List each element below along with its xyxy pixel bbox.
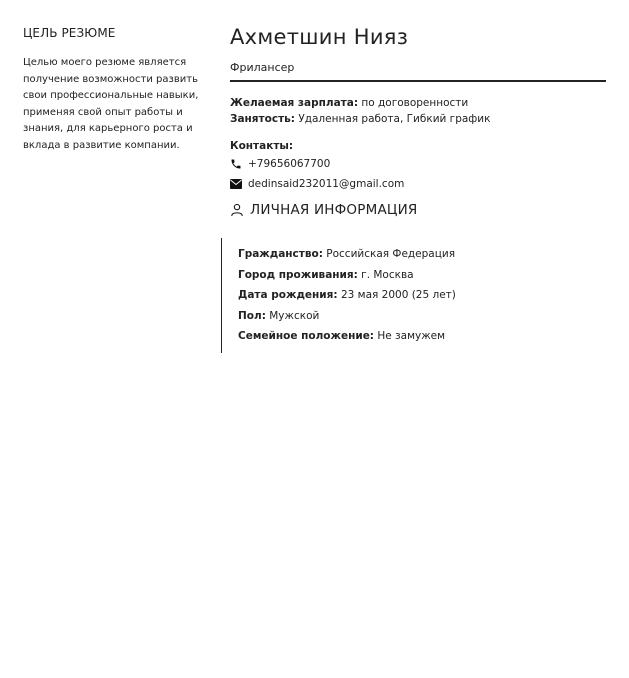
contact-phone-row	[230, 154, 606, 174]
personal-row-city	[238, 265, 618, 286]
personal-row-gender	[238, 306, 618, 327]
objective-line: Целью моего резюме является	[23, 57, 187, 68]
birthdate-value: 23 мая 2000 (25 лет)	[337, 289, 456, 302]
candidate-name: Ахметшин Нияз	[230, 25, 409, 49]
contact-phone[interactable]: +79656067700	[248, 158, 331, 170]
personal-heading	[230, 202, 606, 218]
gender-label: Пол:	[238, 309, 266, 322]
personal-row-citizenship	[238, 244, 618, 265]
objective-line: применяя свой опыт работы и	[23, 106, 183, 118]
personal-info-block	[221, 238, 618, 353]
marital-label: Семейное положение:	[238, 330, 375, 343]
contacts-title: Контакты:	[230, 140, 294, 152]
employment-value: Удаленная работа, Гибкий график	[295, 113, 491, 125]
contact-email[interactable]: dedinsaid232011@gmail.com	[248, 178, 405, 190]
citizenship-label: Гражданство:	[238, 248, 323, 260]
header-divider	[230, 80, 606, 82]
birthdate-label: Дата рождения:	[238, 289, 338, 302]
objective-line: получение возможности развить	[23, 73, 198, 85]
employment-line	[230, 111, 606, 127]
employment-label: Занятость:	[230, 113, 295, 125]
salary-value: по договоренности	[358, 97, 469, 109]
envelope-icon	[230, 178, 242, 190]
objective-line: знания, для карьерного роста и	[23, 123, 193, 135]
objective-text	[23, 55, 208, 155]
objective-section	[23, 26, 208, 155]
contact-email-row	[230, 174, 606, 194]
salary-label: Желаемая зарплата:	[230, 97, 359, 109]
objective-heading: ЦЕЛЬ РЕЗЮМЕ	[23, 26, 116, 40]
personal-row-birthdate	[238, 285, 618, 306]
job-preferences	[230, 95, 606, 127]
citizenship-value: Российская Федерация	[322, 248, 456, 260]
marital-value: Не замужем	[374, 330, 446, 343]
person-icon	[230, 203, 244, 217]
personal-heading-label: ЛИЧНАЯ ИНФОРМАЦИЯ	[250, 202, 418, 218]
candidate-position: Фрилансер	[230, 61, 295, 74]
objective-line: вклада в развитие компании.	[23, 139, 180, 151]
gender-value: Мужской	[265, 309, 320, 322]
city-value: г. Москва	[357, 268, 414, 281]
objective-line: свои профессиональные навыки,	[23, 90, 199, 102]
salary-line	[230, 95, 606, 111]
phone-icon	[230, 158, 242, 170]
main-section	[230, 24, 606, 218]
personal-row-marital	[238, 326, 618, 347]
city-label: Город проживания:	[238, 268, 358, 281]
